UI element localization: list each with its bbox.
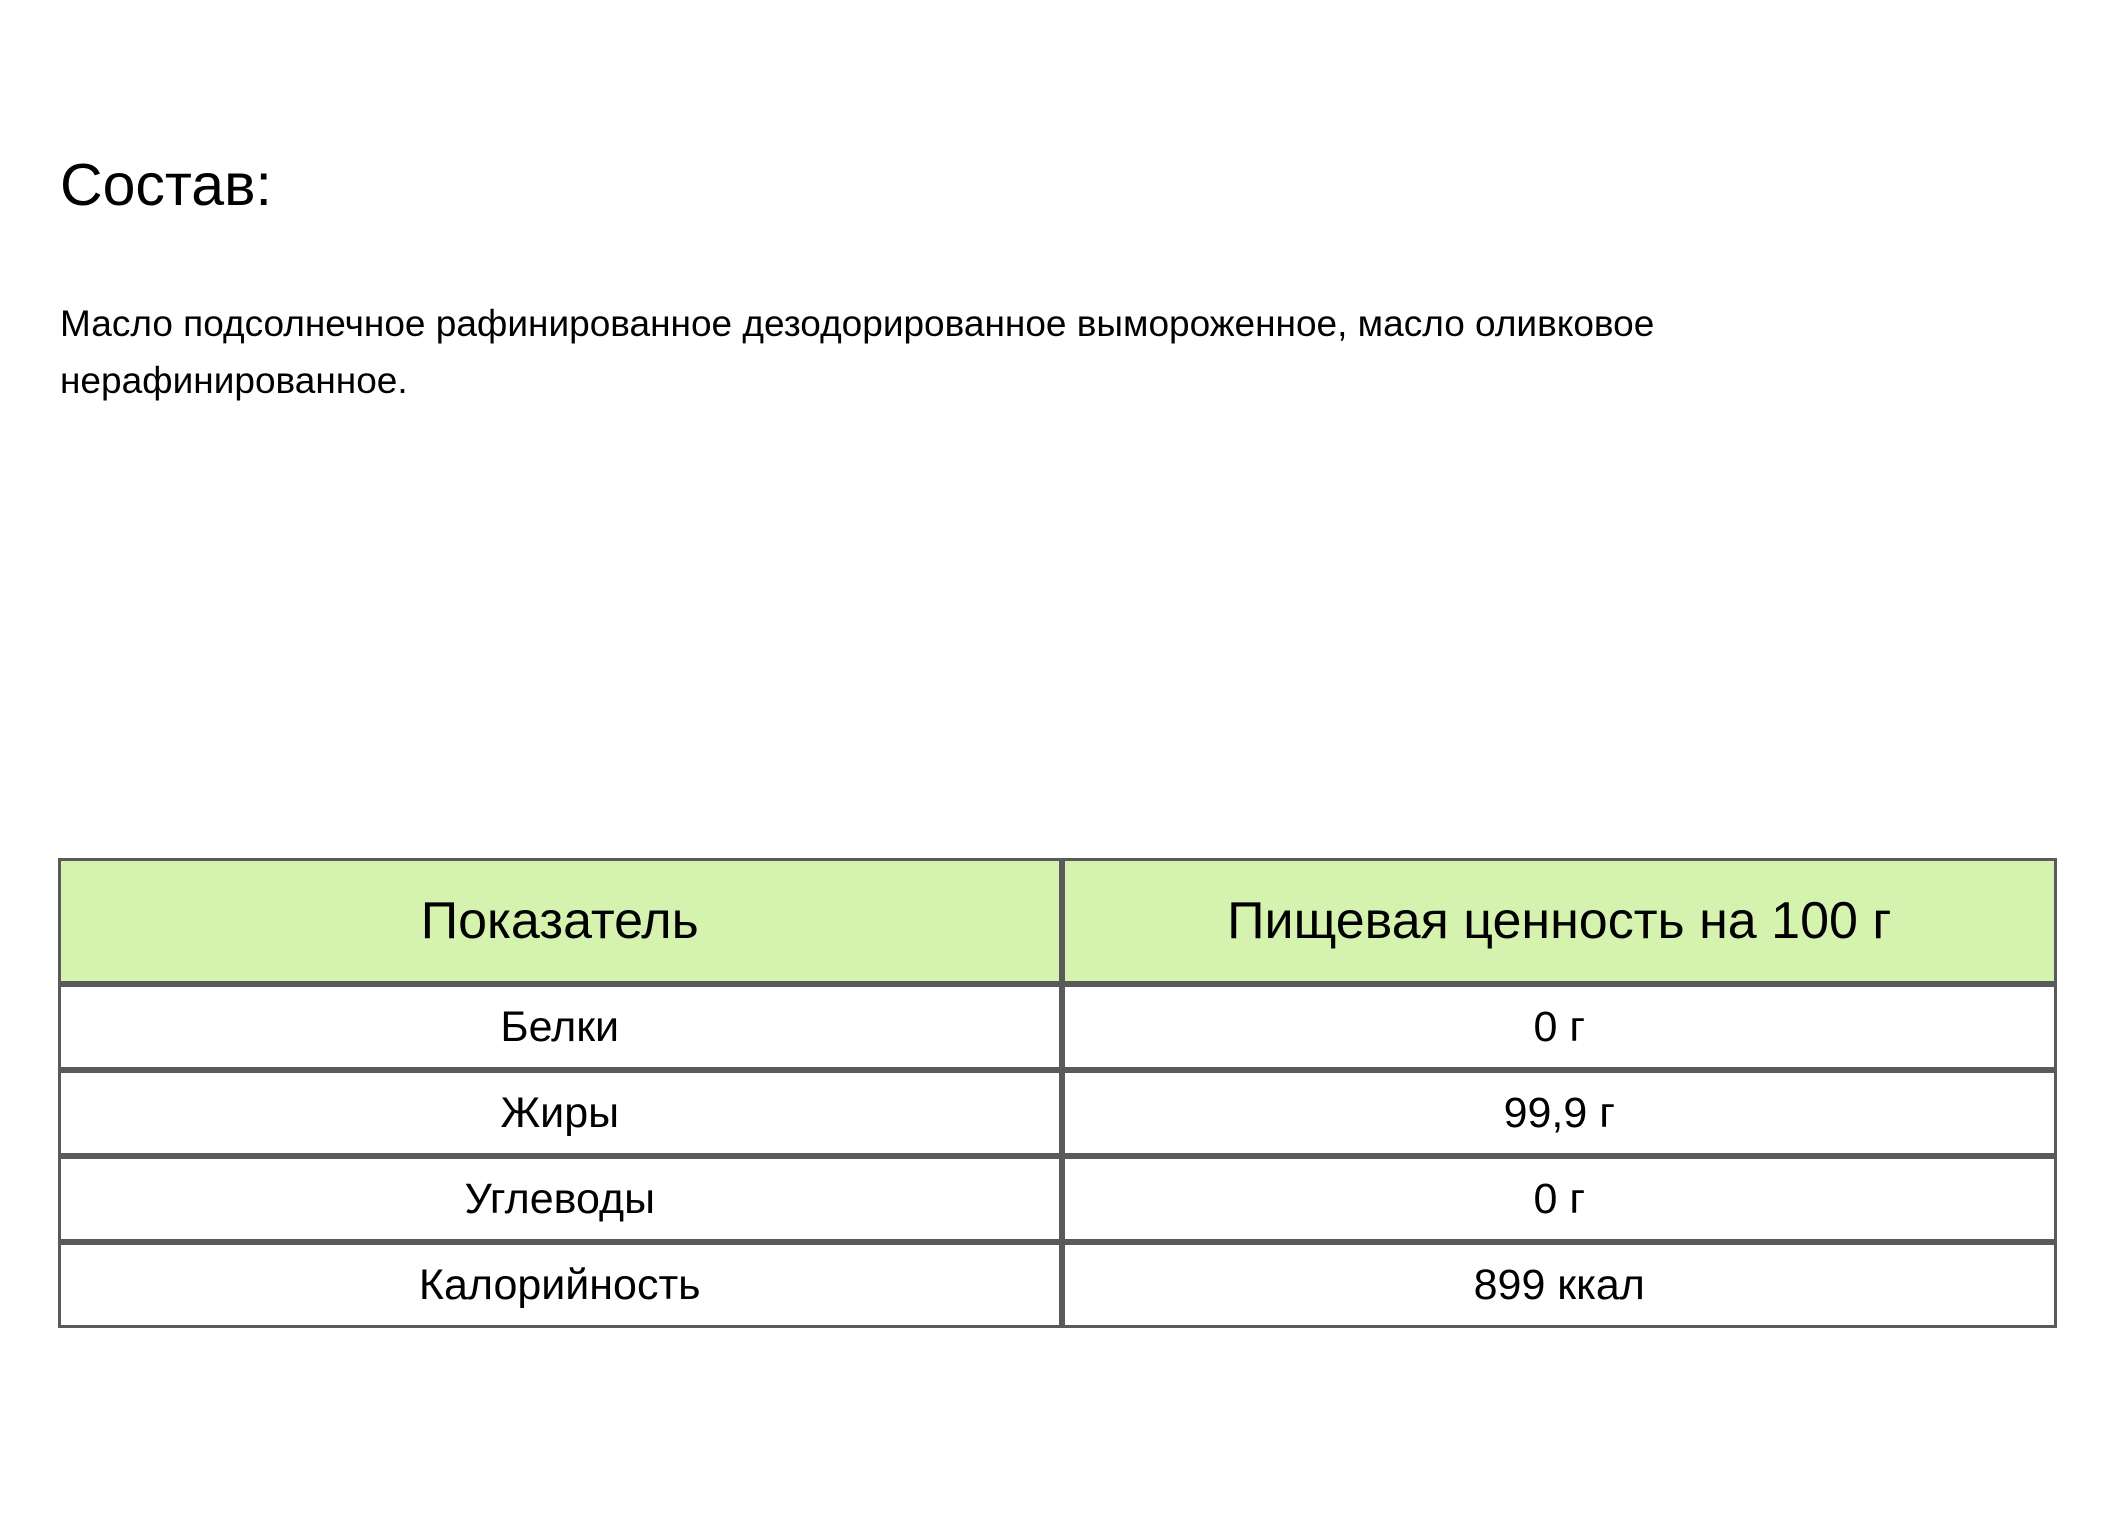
table-cell-value: 99,9 г [1062,1070,2058,1156]
table-row [58,984,2057,1070]
table-row [58,1070,2057,1156]
table-cell-value: 0 г [1062,1156,2058,1242]
table-row [58,1156,2057,1242]
table-header-value: Пищевая ценность на 100 г [1062,858,2058,984]
table-cell-value: 0 г [1062,984,2058,1070]
table-cell-label: Белки [58,984,1062,1070]
table-header-indicator: Показатель [58,858,1062,984]
table-header-row [58,858,2057,984]
table-cell-label: Углеводы [58,1156,1062,1242]
table-cell-label: Жиры [58,1070,1062,1156]
page-title: Состав: [60,152,272,218]
table-cell-label: Калорийность [58,1242,1062,1328]
composition-paragraph: Масло подсолнечное рафинированное дезодорированное вымороженное, масло оливковое нерафинированное. [60,303,1655,402]
table-cell-value: 899 ккал [1062,1242,2058,1328]
table-row [58,1242,2057,1328]
nutrition-table [58,858,2057,1328]
